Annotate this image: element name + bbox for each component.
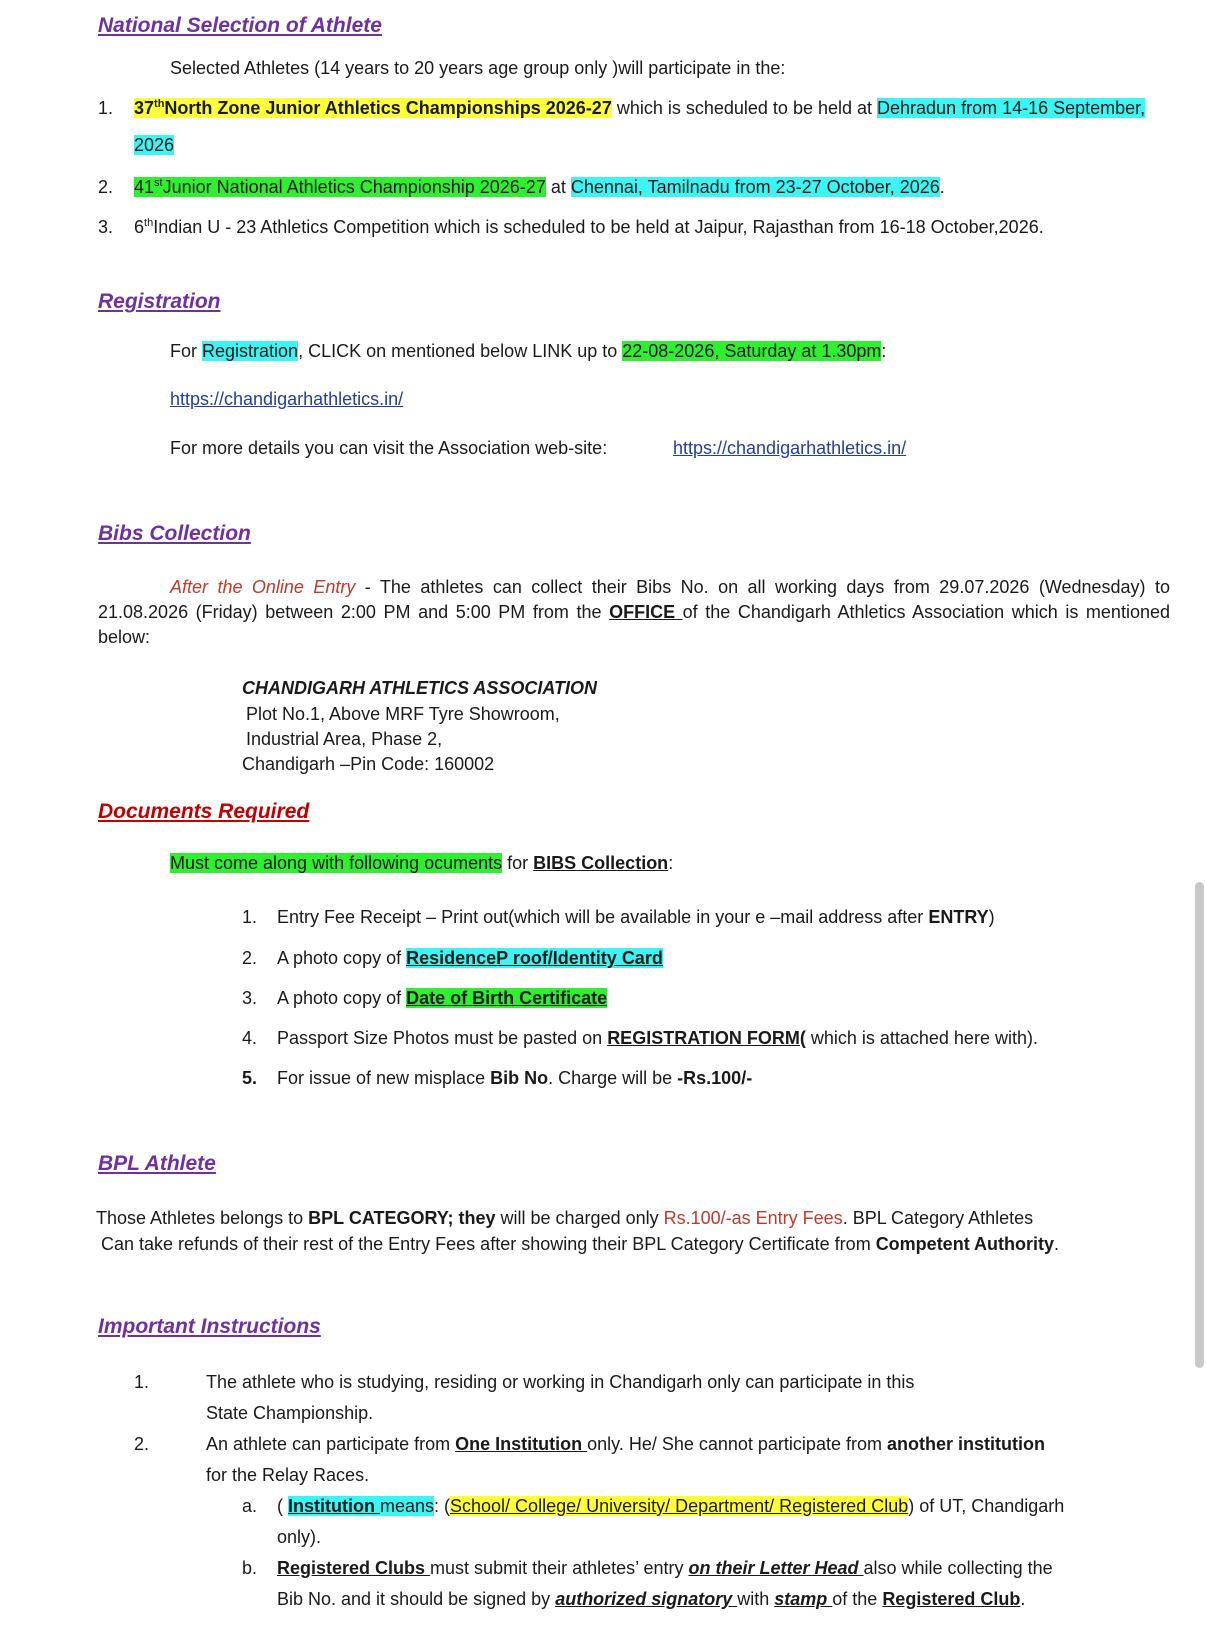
instruction-2a-number: a. xyxy=(242,1496,258,1516)
doc-item-2-text: A photo copy of xyxy=(277,948,407,968)
bpl-line-1 xyxy=(96,1208,1033,1229)
doc-item-1-bold: ENTRY xyxy=(928,907,989,927)
national-item-1-place: Dehradun from 14-16 September, xyxy=(877,98,1146,118)
national-item-1-place2: 2026 xyxy=(134,135,175,155)
doc-item-5-fee: -Rs.100/- xyxy=(677,1068,753,1088)
doc-item-4-end: which is attached here with). xyxy=(805,1028,1038,1048)
doc-item-5 xyxy=(277,1068,752,1089)
bibs-text-2: of the Chandigarh Athletics Association which is mentioned below: xyxy=(98,602,1170,647)
doc-item-5-number: 5. xyxy=(242,1068,258,1088)
doc-item-4 xyxy=(277,1028,1038,1049)
doc-item-2 xyxy=(277,948,663,969)
bpl-text-6: Can take refunds of their rest of the Entry Fees after showing their BPL Category Certificate from xyxy=(101,1234,876,1254)
national-item-2-pre: 41 xyxy=(134,177,155,197)
national-item-2-sup: st xyxy=(154,177,163,189)
doc-item-2-number: 2. xyxy=(242,948,258,968)
instruction-2-line-1 xyxy=(206,1434,1045,1455)
bpl-text-5: . BPL Category Athletes xyxy=(842,1208,1034,1228)
national-item-2-number: 2. xyxy=(98,177,114,197)
instruction-1-line-1: The athlete who is studying, residing or working in Chandigarh only can participate in this xyxy=(206,1372,915,1392)
documents-heading: Documents Required xyxy=(98,800,310,823)
address-line-2: Industrial Area, Phase 2, xyxy=(246,729,443,749)
national-heading: National Selection of Athlete xyxy=(98,14,382,37)
instructions-heading: Important Instructions xyxy=(98,1315,321,1338)
registration-heading: Registration xyxy=(98,290,221,313)
instruction-2b-registered-clubs: Registered Clubs xyxy=(277,1558,431,1578)
registration-line-pre: For xyxy=(170,341,203,361)
bpl-fee: Rs.100/-as Entry Fees xyxy=(663,1208,843,1228)
bibs-heading: Bibs Collection xyxy=(98,522,251,545)
doc-item-2-bold: ResidenceP roof/Identity Card xyxy=(406,948,663,968)
documents-intro-highlight: Must come along with following ocuments xyxy=(170,853,503,873)
doc-item-3-text: A photo copy of xyxy=(277,988,407,1008)
instruction-2b-end: . xyxy=(1020,1589,1026,1609)
address-line-1: Plot No.1, Above MRF Tyre Showroom, xyxy=(246,704,560,724)
documents-intro-mid: for xyxy=(502,853,534,873)
national-item-1-sup: th xyxy=(154,98,165,110)
doc-item-1-text: Entry Fee Receipt – Print out(which will be available in your e –mail address after xyxy=(277,907,929,927)
instruction-2b-stamp: stamp xyxy=(774,1589,833,1609)
registration-line xyxy=(170,341,886,362)
national-item-2 xyxy=(134,177,945,198)
instruction-2a-colon: : ( xyxy=(434,1496,451,1516)
instruction-2b-line-1 xyxy=(277,1558,1053,1579)
instruction-2b-signatory: authorized signatory xyxy=(555,1589,738,1609)
instruction-2-text-a: An athlete can participate from xyxy=(206,1434,456,1454)
bpl-line-2 xyxy=(101,1234,1059,1255)
instruction-2a-means: means xyxy=(379,1496,435,1516)
bibs-office: OFFICE xyxy=(609,602,683,622)
doc-item-4-text: Passport Size Photos must be pasted on xyxy=(277,1028,608,1048)
bpl-heading: BPL Athlete xyxy=(98,1152,216,1175)
instruction-2a-open: ( xyxy=(277,1496,288,1516)
national-item-1-mid: which is scheduled to be held at xyxy=(611,98,878,118)
details-link[interactable]: https://chandigarhathletics.in/ xyxy=(673,438,907,458)
national-item-2-mid: at xyxy=(545,177,571,197)
instruction-2a-line-2: only). xyxy=(277,1527,322,1547)
instruction-2-text-c: only. He/ She cannot participate from xyxy=(587,1434,887,1454)
documents-intro-bold: BIBS Collection xyxy=(533,853,669,873)
instruction-2-another: another institution xyxy=(886,1434,1045,1454)
doc-item-5-bold: Bib No xyxy=(490,1068,549,1088)
instruction-2a-line-1 xyxy=(277,1496,1064,1517)
registration-highlight: Registration xyxy=(202,341,299,361)
doc-item-3-number: 3. xyxy=(242,988,258,1008)
registration-link[interactable]: https://chandigarhathletics.in/ xyxy=(170,389,404,409)
instruction-2-one-institution: One Institution xyxy=(455,1434,588,1454)
national-item-2-event: Junior National Athletics Championship 2026-27 xyxy=(162,177,546,197)
documents-intro xyxy=(170,853,673,874)
instruction-2b-text-2: must submit their athletes’ entry xyxy=(430,1558,689,1578)
vertical-scrollbar[interactable] xyxy=(1195,882,1204,1368)
bibs-lead: After the Online Entry xyxy=(170,577,356,597)
doc-item-3 xyxy=(277,988,607,1009)
instruction-2-number: 2. xyxy=(134,1434,150,1454)
national-item-2-place: Chennai, Tamilnadu from 23-27 October, 2026 xyxy=(570,177,940,197)
national-item-2-end: . xyxy=(939,177,945,197)
national-item-1-cont xyxy=(134,135,174,156)
doc-item-1-close: ) xyxy=(988,907,995,927)
doc-item-1-number: 1. xyxy=(242,907,258,927)
doc-item-5-text: For issue of new misplace xyxy=(277,1068,491,1088)
national-item-3-text: Indian U - 23 Athletics Competition which is scheduled to be held at Jaipur, Rajasthan from 16-18 October,2026. xyxy=(153,217,1044,237)
doc-item-4-bold: REGISTRATION FORM( xyxy=(607,1028,806,1048)
instruction-2b-registered-club: Registered Club xyxy=(882,1589,1021,1609)
national-item-3-sup: th xyxy=(144,217,154,229)
details-label: For more details you can visit the Association web-site: xyxy=(170,438,608,458)
bpl-authority: Competent Authority xyxy=(875,1234,1055,1254)
national-item-3-number: 3. xyxy=(98,217,114,237)
bpl-text-3: will be charged only xyxy=(495,1208,664,1228)
instruction-2b-letter-head: on their Letter Head xyxy=(688,1558,864,1578)
instruction-2b-text-5: Bib No. and it should be signed by xyxy=(277,1589,556,1609)
doc-item-5-mid: . Charge will be xyxy=(548,1068,678,1088)
national-item-1-pre: 37 xyxy=(134,98,155,118)
registration-line-end: : xyxy=(881,341,887,361)
national-intro: Selected Athletes (14 years to 20 years age group only )will participate in the: xyxy=(170,58,786,78)
national-item-3 xyxy=(134,217,1044,238)
registration-line-mid: , CLICK on mentioned below LINK up to xyxy=(298,341,623,361)
instruction-2b-number: b. xyxy=(242,1558,258,1578)
bpl-category: BPL CATEGORY; they xyxy=(308,1208,496,1228)
bpl-text-1: Those Athletes belongs to xyxy=(96,1208,309,1228)
doc-item-1 xyxy=(277,907,995,928)
instruction-2b-of-the: of the xyxy=(832,1589,883,1609)
documents-intro-end: : xyxy=(668,853,674,873)
instruction-2b-text-4: also while collecting the xyxy=(863,1558,1053,1578)
bpl-text-8: . xyxy=(1054,1234,1060,1254)
instruction-2b-line-2 xyxy=(277,1589,1025,1610)
instruction-2a-institution: Institution xyxy=(288,1496,380,1516)
registration-deadline: 22-08-2026, Saturday at 1.30pm xyxy=(622,341,882,361)
instruction-2-line-2: for the Relay Races. xyxy=(206,1465,370,1485)
national-item-1-event: North Zone Junior Athletics Championships 2026-27 xyxy=(164,98,612,118)
address-line-3: Chandigarh –Pin Code: 160002 xyxy=(242,754,495,774)
address-name: CHANDIGARH ATHLETICS ASSOCIATION xyxy=(242,678,597,698)
national-item-1 xyxy=(134,98,1145,119)
instruction-2b-with: with xyxy=(737,1589,775,1609)
instruction-1-line-2: State Championship. xyxy=(206,1403,374,1423)
doc-item-3-bold: Date of Birth Certificate xyxy=(406,988,608,1008)
bibs-paragraph xyxy=(98,575,1170,650)
doc-item-4-number: 4. xyxy=(242,1028,258,1048)
national-item-1-number: 1. xyxy=(98,98,114,118)
instruction-2a-close: ) of UT, Chandigarh xyxy=(908,1496,1065,1516)
instruction-1-number: 1. xyxy=(134,1372,150,1392)
bibs-text-1: - The athletes can collect their Bibs No. on all working days from 29.07.2026 (Wednesday) to 21.08.2026 (Friday) between 2:00 PM and 5:00 PM from the xyxy=(98,577,1170,622)
instruction-2a-list: School/ College/ University/ Department/ Registered Club xyxy=(450,1496,909,1516)
national-item-3-pre: 6 xyxy=(134,217,145,237)
